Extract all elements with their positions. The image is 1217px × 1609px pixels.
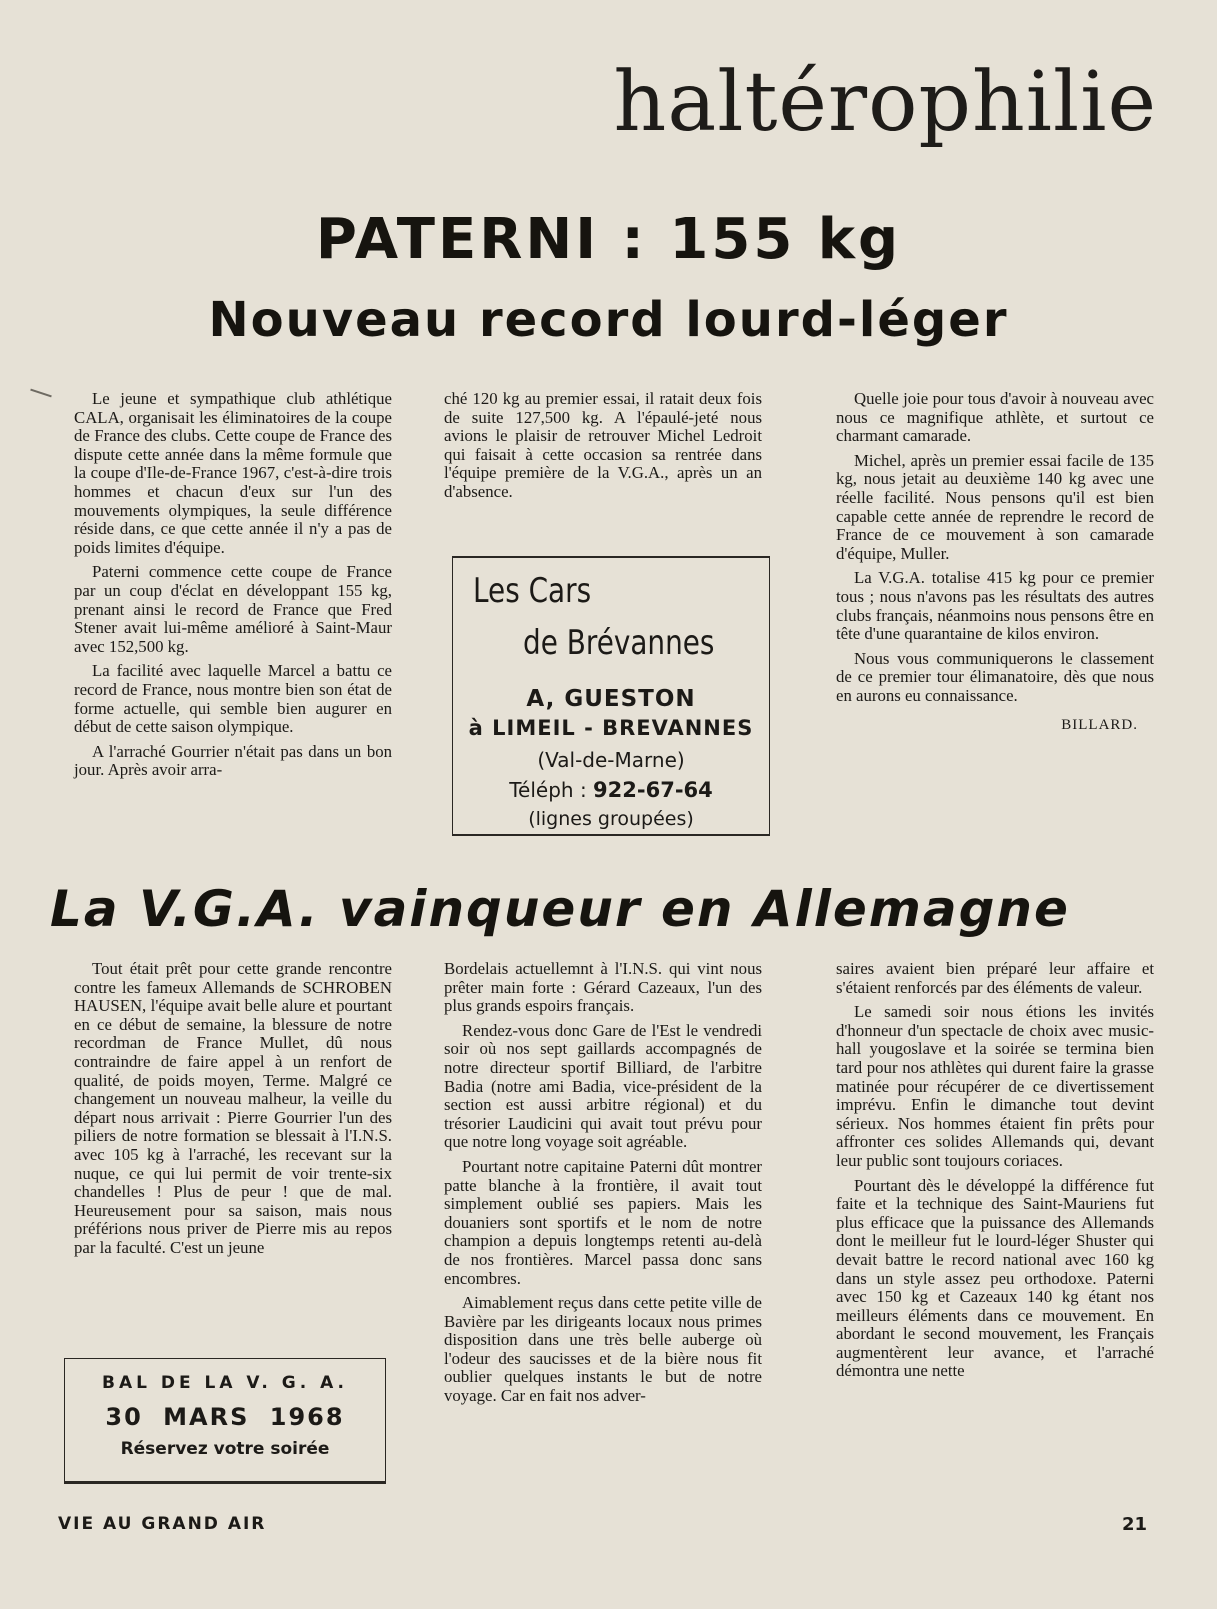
- phone-label: Téléph :: [509, 778, 587, 802]
- paragraph: Aimablement reçus dans cette petite ville de Bavière par les dirigeants locaux nous primes disposition dans une très belle auberge où l'odeur des saucisses et de la bière nous fit oublier quelques instants le but de notre voyage. Car en fait nos adver-: [444, 1293, 762, 1406]
- article2-column3: [836, 960, 1154, 1387]
- paragraph: Le samedi soir nous étions les invités d'honneur d'un spectacle de choix avec music-hall yougoslave et la soirée se termina bien tard pour nos athlètes qui durent faire la grasse matinée pour récupérer de ce divertissement imprévu. Enfin le dimanche tout devint sérieux. Nos hommes étaient fin prêts pour affronter ces solides Allemands qui, devant leur public sont toujours coriaces.: [836, 1002, 1154, 1170]
- advertisement-cars-brevannes: [452, 556, 770, 836]
- ad-line: de Brévannes: [523, 623, 715, 663]
- ad-line: (Val-de-Marne): [537, 748, 685, 772]
- article2-column1: [74, 960, 392, 1264]
- paragraph: Pourtant dès le développé la différence fut faite et la technique des Saint-Mauriens fut plus efficace que la puissance des Allemands dont le meilleur fut le lourd-léger Shuster qui devait battre le record national avec 160 kg dans un style assez peu orthodoxe. Paterni avec 150 kg et Cazeaux 140 kg étant nos meilleurs éléments dans ce mouvement. En abordant le second mouvement, les Français augmentèrent leur avance, et l'arraché démontra une nette: [836, 1175, 1154, 1381]
- article1-column1: [74, 390, 392, 786]
- ad-line: A, GUESTON: [526, 686, 696, 712]
- article1-column3: [836, 390, 1154, 734]
- paragraph: ché 120 kg au premier essai, il ratait deux fois de suite 127,500 kg. A l'épaulé-jeté nous avions le plaisir de retrouver Michel Ledroit qui faisait à cette occasion sa rentrée dans l'équipe première de la V.G.A., après un an d'absence.: [444, 389, 762, 501]
- advertisement-bal-vga: [64, 1358, 386, 1484]
- section-title: haltérophilie: [613, 55, 1157, 150]
- paragraph: Le jeune et sympathique club athlétique CALA, organisait les éliminatoires de la coupe de France des clubs. Cette coupe de France des dispute cette année dans la même formule que la coupe d'Ile-de-France 1967, c'est-à-dire trois hommes et chacun d'eux sur l'un des mouvements olympiques, la seule différence réside dans, ce que cette année il n'y a pas de poids limites d'équipe.: [74, 389, 392, 557]
- author-signature: BILLARD.: [1061, 716, 1138, 733]
- margin-mark: [30, 389, 52, 398]
- ad-date: 30 MARS 1968: [105, 1403, 345, 1431]
- ad-phone: [453, 778, 769, 802]
- paragraph: Rendez-vous donc Gare de l'Est le vendredi soir où nos sept gaillards accompagnés de notre directeur sportif Billiard, de l'arbitre Badia (notre ami Badia, vice-président de la section est aussi arbitre régional) et du trésorier Laudicini qui avait tout prévu pour que notre long voyage soit agréable.: [444, 1020, 762, 1152]
- article1-column2: [444, 390, 762, 508]
- headline-paterni: PATERNI : 155 kg: [315, 207, 902, 272]
- paragraph: Quelle joie pour tous d'avoir à nouveau avec nous ce magnifique athlète, et surtout ce charmant camarade.: [836, 389, 1154, 446]
- paragraph: Michel, après un premier essai facile de 135 kg, nous jetait au deuxième 140 kg avec une réelle facilité. Nous pensons qu'il est bien capable cette année de reprendre le record de France de ce mouvement à son camarade d'équipe, Muller.: [836, 450, 1154, 563]
- magazine-name: VIE AU GRAND AIR: [58, 1514, 267, 1534]
- paragraph: La facilité avec laquelle Marcel a battu ce record de France, nous montre bien son état de forme actuelle, qui semble bien augurer en début de cette saison olympique.: [74, 661, 392, 737]
- page-number: 21: [1121, 1514, 1147, 1535]
- ad-line: à LIMEIL - BREVANNES: [468, 716, 754, 740]
- paragraph: saires avaient bien préparé leur affaire et s'étaient renforcés par des éléments de valeur.: [836, 959, 1154, 997]
- ad-line: (lignes groupées): [528, 808, 694, 830]
- paragraph: Bordelais actuellemnt à l'I.N.S. qui vint nous prêter main forte : Gérard Cazeaux, l'un des plus grands espoirs français.: [444, 959, 762, 1016]
- phone-number: 922-67-64: [593, 778, 713, 802]
- paragraph: Pourtant notre capitaine Paterni dût montrer patte blanche à la frontière, il avait tout simplement oublié ses papiers. Mais les douaniers sont sportifs et le nom de notre champion a depuis longtemps retenti au-delà de nos frontières. Marcel passa donc sans encombres.: [444, 1156, 762, 1288]
- ad-line: BAL DE LA V. G. A.: [101, 1373, 349, 1393]
- paragraph: La V.G.A. totalise 415 kg pour ce premier tous ; nous n'avons pas les résultats des autres clubs français, néanmoins nous pensons être en tête d'une quarantaine de kilos environ.: [836, 568, 1154, 644]
- ad-line: Réservez votre soirée: [120, 1439, 330, 1459]
- article2-column2: [444, 960, 762, 1412]
- ad-line: Les Cars: [473, 571, 592, 611]
- paragraph: A l'arraché Gourrier n'était pas dans un bon jour. Après avoir arra-: [74, 741, 392, 780]
- paragraph: Tout était prêt pour cette grande rencontre contre les fameux Allemands de SCHROBEN HAUSEN, l'équipe avait belle alure et pourtant en ce début de semaine, la blessure de notre recordman de France Mullet, dû nous contraindre de faire appel à un renfort de qualité, de poids moyen, Terme. Malgré ce changement un nouveau malheur, la veille du départ nous arrivait : Pierre Gourrier l'un des piliers de notre formation se blessait à l'I.N.S. avec 105 kg à l'arraché, les recevant sur la nuque, ce qui lui permit de voir trente-six chandelles ! Plus de peur ! que de mal. Heureusement pour sa saison, mais nous préférions nous priver de Pierre mis au repos par la faculté. C'est un jeune: [74, 959, 392, 1257]
- subheadline-record: Nouveau record lourd-léger: [208, 292, 1009, 348]
- paragraph: Paterni commence cette coupe de France par un coup d'éclat en développant 155 kg, prenant ainsi le record de France que Fred Stener avait lui-même amélioré à Saint-Maur avec 152,500 kg.: [74, 562, 392, 656]
- paragraph: Nous vous communiquerons le classement de ce premier tour élimanatoire, dès que nous en aurons eu connaissance.: [836, 648, 1154, 705]
- headline-vga-allemagne: La V.G.A. vainqueur en Allemagne: [50, 880, 1070, 938]
